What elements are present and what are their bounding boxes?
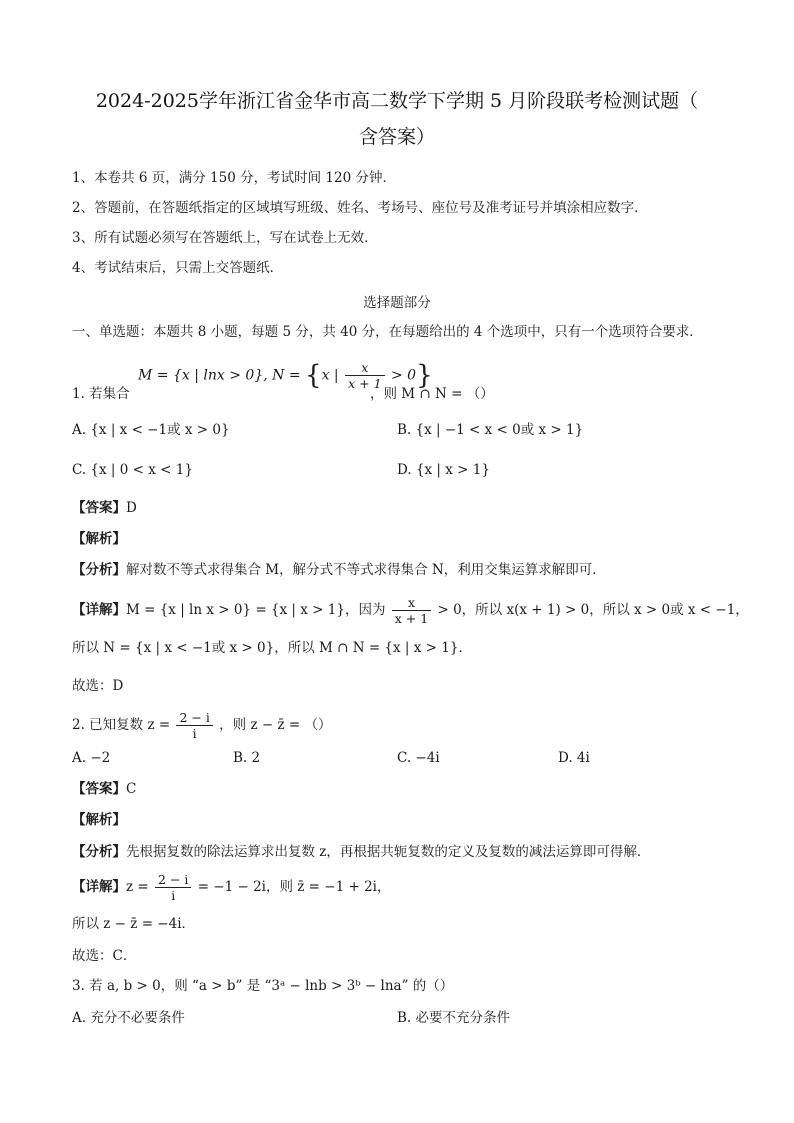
q1-option-c: C. {x | 0 < x < 1} — [72, 462, 193, 478]
q1-frac-den: x + 1 — [348, 376, 382, 391]
q1-xiangjie — [72, 595, 749, 626]
q1-brace-close: } — [416, 360, 433, 391]
q2-option-a: A. −2 — [72, 750, 111, 766]
q1-option-b: B. {x | −1 < x < 0或 x > 1} — [397, 422, 584, 438]
section-title: 选择题部分 — [363, 295, 431, 311]
q1-xiangjie-den: x + 1 — [394, 611, 429, 626]
q1-guxuan: 故选：D — [72, 678, 124, 694]
q1-stem-prefix: 1. 若集合 — [72, 386, 130, 402]
q1-answer-label: 【答案】 — [72, 500, 126, 516]
q1-set-M: M = {x | lnx > 0} — [138, 367, 264, 384]
q1-stem-suffix: ，则 M ∩ N = （） — [370, 386, 494, 402]
q2-xiangjie-den: i — [171, 888, 176, 903]
note-1: 1、本卷共 6 页，满分 150 分，考试时间 120 分钟． — [72, 170, 396, 186]
q2-stem-prefix: 2. 已知复数 z = — [72, 717, 171, 733]
q1-xiangjie-c: 所以 N = {x | x < −1或 x > 0}，所以 M ∩ N = {x | x > 1}． — [72, 640, 472, 656]
q1-xiangjie-fraction — [392, 595, 431, 626]
q2-xiangjie-b: = −1 − 2i，则 z̄ = −1 + 2i， — [197, 879, 391, 895]
q2-xiangjie-label: 【详解】 — [72, 879, 126, 895]
q2-xiangjie — [72, 872, 391, 903]
q2-guxuan: 故选：C． — [72, 948, 137, 964]
q1-answer — [72, 498, 137, 518]
q1-set-N-tail: > 0 — [391, 367, 417, 384]
q2-jiexi: 【解析】 — [72, 812, 126, 828]
q1-answer-value: D — [126, 500, 137, 516]
q2-xiangjie-a: z = — [126, 879, 149, 895]
note-4: 4、考试结束后，只需上交答题纸． — [72, 260, 284, 276]
q2-option-d: D. 4i — [558, 750, 590, 766]
q1-set-expression: M = {x | lnx > 0}, N = {x | $\frac{x}{x + 1}$ > 0} — [138, 360, 433, 391]
q2-fenxi-text: 先根据复数的除法运算求出复数 z，再根据共轭复数的定义及复数的减法运算即可得解． — [126, 844, 651, 860]
q2-stem-fraction — [176, 710, 212, 741]
q1-xiangjie-a: M = {x | ln x > 0} = {x | x > 1}，因为 — [126, 602, 386, 618]
q1-xiangjie-num: x — [392, 595, 431, 611]
q2-xiangjie-fraction — [155, 872, 191, 903]
q1-option-a: A. {x | x < −1或 x > 0} — [72, 422, 230, 438]
part-heading: 一、单选题：本题共 8 小题，每题 5 分，共 40 分，在每题给出的 4 个选项中，只有一个选项符合要求． — [72, 324, 703, 340]
q2-fenxi — [72, 842, 650, 862]
q2-stem — [72, 710, 331, 741]
q2-stem-suffix: ，则 z − z̄ = （） — [219, 717, 332, 733]
q2-frac-num: 2 − i — [176, 710, 212, 726]
q1-jiexi: 【解析】 — [72, 531, 126, 547]
q1-set-N-lead: , N = — [263, 367, 301, 384]
q2-fenxi-label: 【分析】 — [72, 844, 126, 860]
q1-xiangjie-b: > 0，所以 x(x + 1) > 0，所以 x > 0或 x < −1， — [437, 602, 749, 618]
q2-xiangjie-num: 2 − i — [155, 872, 191, 888]
note-3: 3、所有试题必须写在答题纸上，写在试卷上无效． — [72, 230, 378, 246]
q1-fenxi-label: 【分析】 — [72, 562, 126, 578]
doc-title-line1: 2024-2025学年浙江省金华市高二数学下学期 5 月阶段联考检测试题（ — [95, 90, 699, 112]
q1-brace-open: { — [305, 360, 322, 391]
q2-option-c: C. −4i — [397, 750, 440, 766]
q2-frac-den: i — [192, 726, 197, 741]
note-2: 2、答题前，在答题纸指定的区域填写班级、姓名、考场号、座位号及准考证号并填涂相应数字． — [72, 200, 648, 216]
q2-xiangjie-c: 所以 z − z̄ = −4i． — [72, 916, 196, 932]
q1-xiangjie-label: 【详解】 — [72, 602, 126, 618]
q2-answer-label: 【答案】 — [72, 781, 126, 797]
q2-answer-value: C — [126, 781, 137, 797]
q1-frac-num: x — [345, 360, 384, 376]
q1-set-N-x: x — [321, 367, 330, 384]
q3-stem: 3. 若 a, b > 0，则 “a > b” 是 “3ᵃ − lnb > 3ᵇ − lna” 的（） — [72, 978, 454, 994]
q2-answer — [72, 779, 136, 799]
q3-option-a: A. 充分不必要条件 — [72, 1010, 185, 1026]
q2-option-b: B. 2 — [233, 750, 261, 766]
q3-option-b: B. 必要不充分条件 — [397, 1010, 511, 1026]
doc-title-line2: 含答案） — [358, 126, 435, 148]
q1-fenxi — [72, 560, 606, 580]
q1-option-d: D. {x | x > 1} — [397, 462, 490, 478]
q1-fenxi-text: 解对数不等式求得集合 M，解分式不等式求得集合 N，利用交集运算求解即可． — [126, 562, 606, 578]
